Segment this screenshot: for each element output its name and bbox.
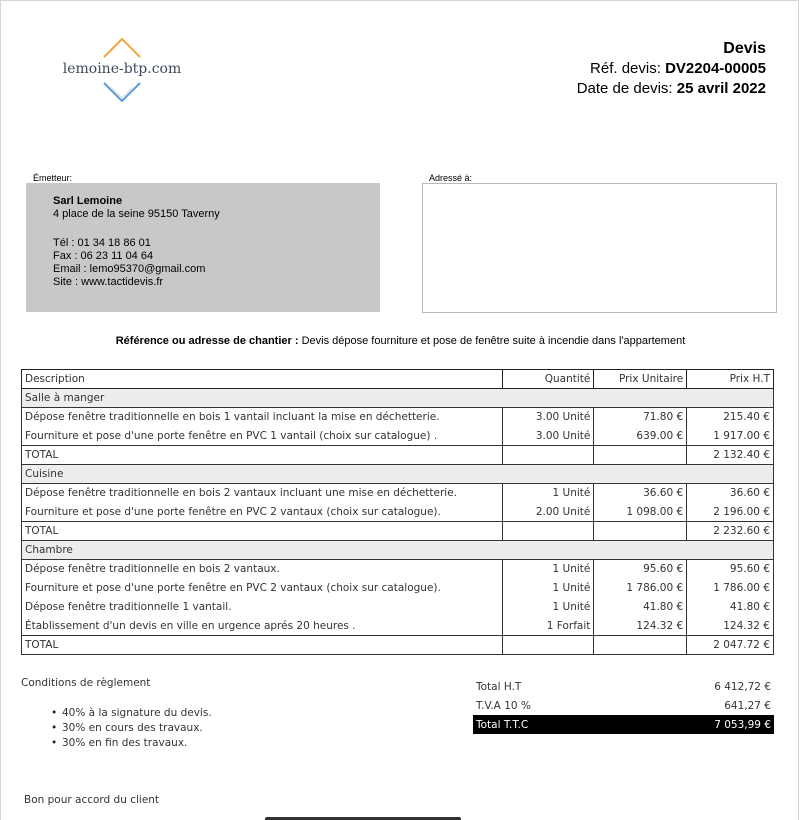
items-table <box>21 369 774 655</box>
document-header <box>577 39 766 99</box>
table-row: Fourniture et pose d'une porte fenêtre en PVC 1 vantail (choix sur catalogue) . 3.00 Unité 639.00 € 1 917.00 € <box>22 427 774 446</box>
table-row: Dépose fenêtre traditionnelle en bois 2 vantaux incluant une mise en déchetterie. 1 Unité 36.60 € 36.60 € <box>22 484 774 503</box>
section-row: Cuisine <box>22 465 774 484</box>
section-row: Chambre <box>22 541 774 560</box>
total-ttc-row <box>473 715 774 734</box>
total-ht-row <box>473 677 774 696</box>
table-row: Fourniture et pose d'une porte fenêtre en PVC 2 vantaux (choix sur catalogue). 1 Unité 1 786.00 € 1 786.00 € <box>22 579 774 598</box>
recipient-box <box>422 183 777 313</box>
document-title: Devis <box>723 40 766 57</box>
client-approval-label: Bon pour accord du client <box>24 794 160 806</box>
list-item: • 40% à la signature du devis. <box>51 706 212 721</box>
recipient-label: Adressé à: <box>429 173 473 183</box>
table-row: Dépose fenêtre traditionnelle en bois 1 vantail incluant la mise en déchetterie. 3.00 Unité 71.80 € 215.40 € <box>22 408 774 427</box>
emitter-label: Émetteur: <box>33 173 73 183</box>
emitter-site: Site : www.tactidevis.fr <box>53 276 164 288</box>
site-reference <box>1 335 799 347</box>
emitter-address: 4 place de la seine 95150 Taverny <box>53 208 220 220</box>
quote-reference <box>577 59 766 79</box>
table-row: Dépose fenêtre traditionnelle 1 vantail. 1 Unité 41.80 € 41.80 € <box>22 598 774 617</box>
section-total-row: TOTAL 2 047.72 € <box>22 636 774 655</box>
date-label: Date de devis: <box>576 80 673 97</box>
tva-label: T.V.A 10 % <box>476 699 531 712</box>
col-quantity: Quantité <box>502 370 594 389</box>
payment-conditions-title: Conditions de règlement <box>21 677 151 689</box>
col-description: Description <box>22 370 503 389</box>
list-item: • 30% en fin des travaux. <box>51 736 212 751</box>
col-unit-price: Prix Unitaire <box>594 370 687 389</box>
company-logo <box>57 35 197 107</box>
col-price-ht: Prix H.T <box>687 370 774 389</box>
totals-block <box>473 677 774 734</box>
quote-date <box>577 79 766 99</box>
emitter-email: Email : lemo95370@gmail.com <box>53 263 206 275</box>
tva-row <box>473 696 774 715</box>
table-row: Fourniture et pose d'une porte fenêtre en PVC 2 vantaux (choix sur catalogue). 2.00 Unité 1 098.00 € 2 196.00 € <box>22 503 774 522</box>
table-row: Dépose fenêtre traditionnelle en bois 2 vantaux. 1 Unité 95.60 € 95.60 € <box>22 560 774 579</box>
section-total-row: TOTAL 2 132.40 € <box>22 446 774 465</box>
total-ttc-value: 7 053,99 € <box>714 718 771 731</box>
table-header-row <box>22 370 774 389</box>
table-row: Établissement d'un devis en ville en urgence aprés 20 heures . 1 Forfait 124.32 € 124.32 € <box>22 617 774 636</box>
emitter-name: Sarl Lemoine <box>53 195 123 207</box>
total-ht-value: 6 412,72 € <box>714 680 771 693</box>
date-value: 25 avril 2022 <box>676 80 766 97</box>
site-reference-label: Référence ou adresse de chantier : <box>115 335 299 347</box>
total-ttc-label: Total T.T.C <box>476 718 529 731</box>
ref-label: Réf. devis: <box>590 60 661 77</box>
tva-value: 641,27 € <box>724 699 771 712</box>
ref-value: DV2204-00005 <box>665 60 766 77</box>
payment-conditions-list <box>51 706 212 751</box>
emitter-tel: Tél : 01 34 18 86 01 <box>53 237 151 249</box>
site-reference-value: Devis dépose fourniture et pose de fenêtre suite à incendie dans l'appartement <box>301 335 686 347</box>
list-item: • 30% en cours des travaux. <box>51 721 212 736</box>
section-row: Salle à manger <box>22 389 774 408</box>
section-total-row: TOTAL 2 232.60 € <box>22 522 774 541</box>
logo-text: lemoine-btp.com <box>62 61 182 77</box>
emitter-fax: Fax : 06 23 11 04 64 <box>53 250 154 262</box>
total-ht-label: Total H.T <box>476 680 522 693</box>
emitter-box <box>26 183 380 312</box>
